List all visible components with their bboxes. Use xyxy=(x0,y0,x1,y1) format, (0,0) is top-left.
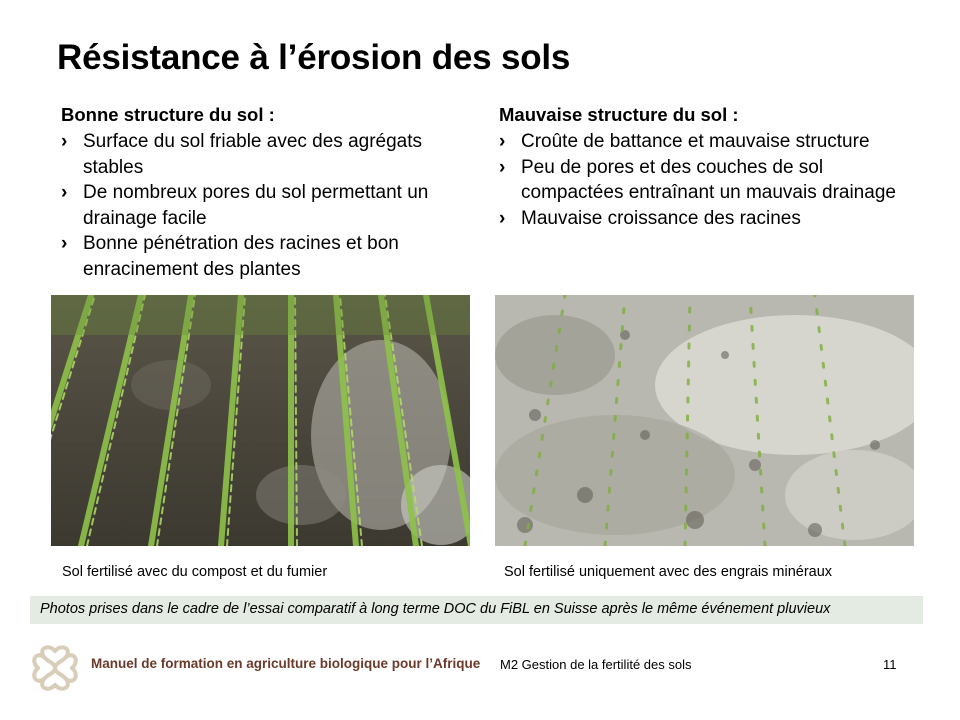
good-structure-column xyxy=(61,103,481,282)
list-item: › De nombreux pores du sol permettant un drainage facile xyxy=(61,182,429,229)
slide-title: Résistance à l’érosion des sols xyxy=(57,38,571,77)
bullet-icon: › xyxy=(499,207,506,229)
manual-title: Manuel de formation en agriculture biologique pour l’Afrique xyxy=(91,656,481,671)
photo-note-bar xyxy=(30,596,923,624)
list-item: › Surface du sol friable avec des agrégats stables xyxy=(61,131,423,178)
poor-structure-column xyxy=(499,103,919,231)
module-label: M2 Gestion de la fertilité des sols xyxy=(500,657,692,672)
good-structure-list xyxy=(61,129,481,282)
good-soil-caption: Sol fertilisé avec du compost et du fumier xyxy=(62,564,328,580)
photo-note-text: Photos prises dans le cadre de l’essai comparatif à long terme DOC du FiBL en Suisse après le même événement pluvieux xyxy=(40,601,831,617)
list-item: › Bonne pénétration des racines et bon enracinement des plantes xyxy=(61,233,399,280)
good-soil-image xyxy=(51,295,470,546)
poor-soil-caption: Sol fertilisé uniquement avec des engrais minéraux xyxy=(504,564,833,580)
poor-soil-photo xyxy=(495,295,914,546)
good-soil-photo xyxy=(51,295,470,546)
fibl-logo-icon xyxy=(28,641,83,696)
poor-structure-heading: Mauvaise structure du sol : xyxy=(499,104,739,125)
list-item: › Mauvaise croissance des racines xyxy=(499,206,919,232)
bullet-icon: › xyxy=(499,131,506,152)
bullet-icon: › xyxy=(61,131,68,152)
bullet-icon: › xyxy=(499,156,506,178)
list-item: › Croûte de battance et mauvaise structure xyxy=(499,129,919,155)
list-item: › Peu de pores et des couches de sol compactées entraînant un mauvais drainage xyxy=(499,156,896,203)
page-number: 11 xyxy=(883,657,897,672)
bullet-icon: › xyxy=(61,233,68,254)
good-structure-heading: Bonne structure du sol : xyxy=(61,104,275,125)
poor-soil-image xyxy=(495,295,914,546)
bullet-icon: › xyxy=(61,182,68,203)
poor-structure-list xyxy=(499,129,919,231)
